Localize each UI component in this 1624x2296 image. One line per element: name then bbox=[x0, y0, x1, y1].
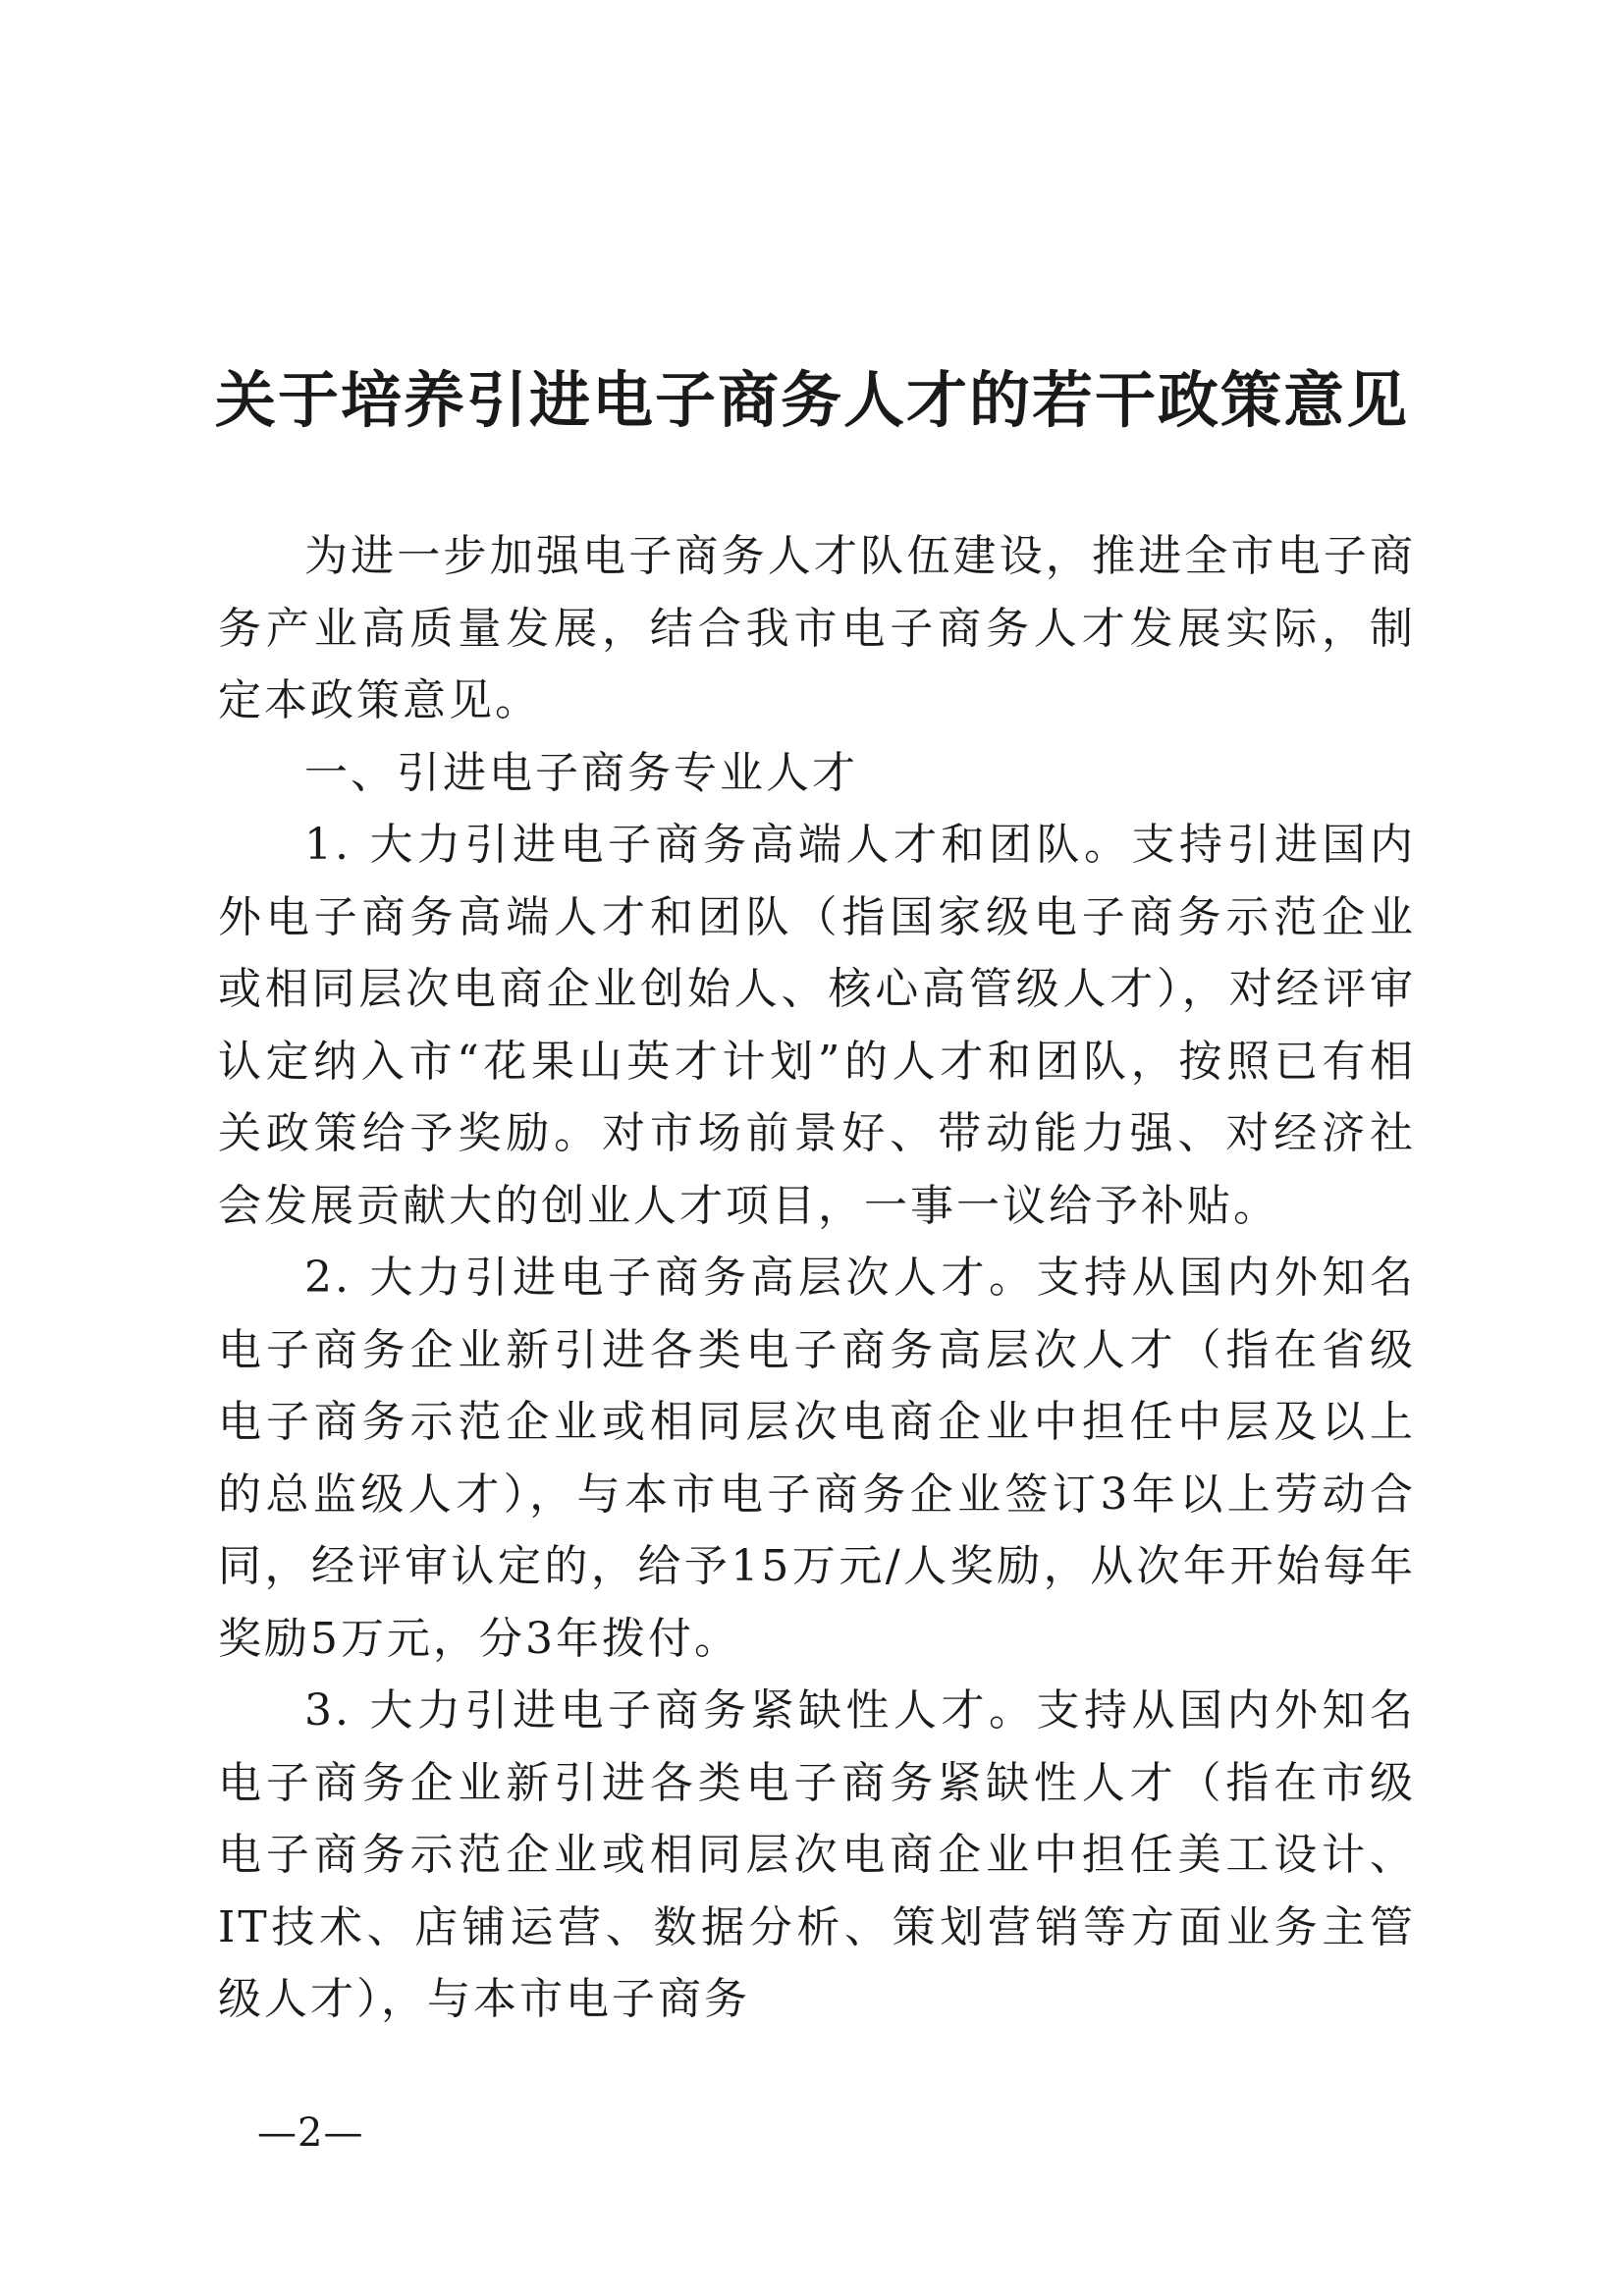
section-heading: 一、引进电子商务专业人才 bbox=[304, 747, 858, 798]
policy-item-3: 3. 大力引进电子商务紧缺性人才。支持从国内外知名电子商务企业新引进各类电子商务紧缺性人才（指在市级电子商务示范企业或相同层次电商企业中担任美工设计、IT技术、店铺运营、数据分析、策划营销等方面业务主管级人才），与本市电子商务 bbox=[218, 1685, 1416, 2024]
document-body bbox=[218, 520, 1416, 2036]
page-number: —2— bbox=[257, 2110, 364, 2156]
policy-item-2: 2. 大力引进电子商务高层次人才。支持从国内外知名电子商务企业新引进各类电子商务高层次人才（指在省级电子商务示范企业或相同层次电商企业中担任中层及以上的总监级人才），与本市电子商务企业签订3年以上劳动合同，经评审认定的，给予15万元/人奖励，从次年开始每年奖励5万元，分3年拨付。 bbox=[218, 1253, 1416, 1664]
intro-paragraph: 为进一步加强电子商务人才队伍建设，推进全市电子商务产业高质量发展，结合我市电子商务人才发展实际，制定本政策意见。 bbox=[218, 531, 1416, 725]
document-title: 关于培养引进电子商务人才的若干政策意见 bbox=[214, 364, 1409, 436]
policy-item-1: 1. 大力引进电子商务高端人才和团队。支持引进国内外电子商务高端人才和团队（指国家级电子商务示范企业或相同层次电商企业创始人、核心高管级人才），对经评审认定纳入市“花果山英才计划”的人才和团队，按照已有相关政策给予奖励。对市场前景好、带动能力强、对经济社会发展贡献大的创业人才项目，一事一议给予补贴。 bbox=[218, 820, 1416, 1231]
